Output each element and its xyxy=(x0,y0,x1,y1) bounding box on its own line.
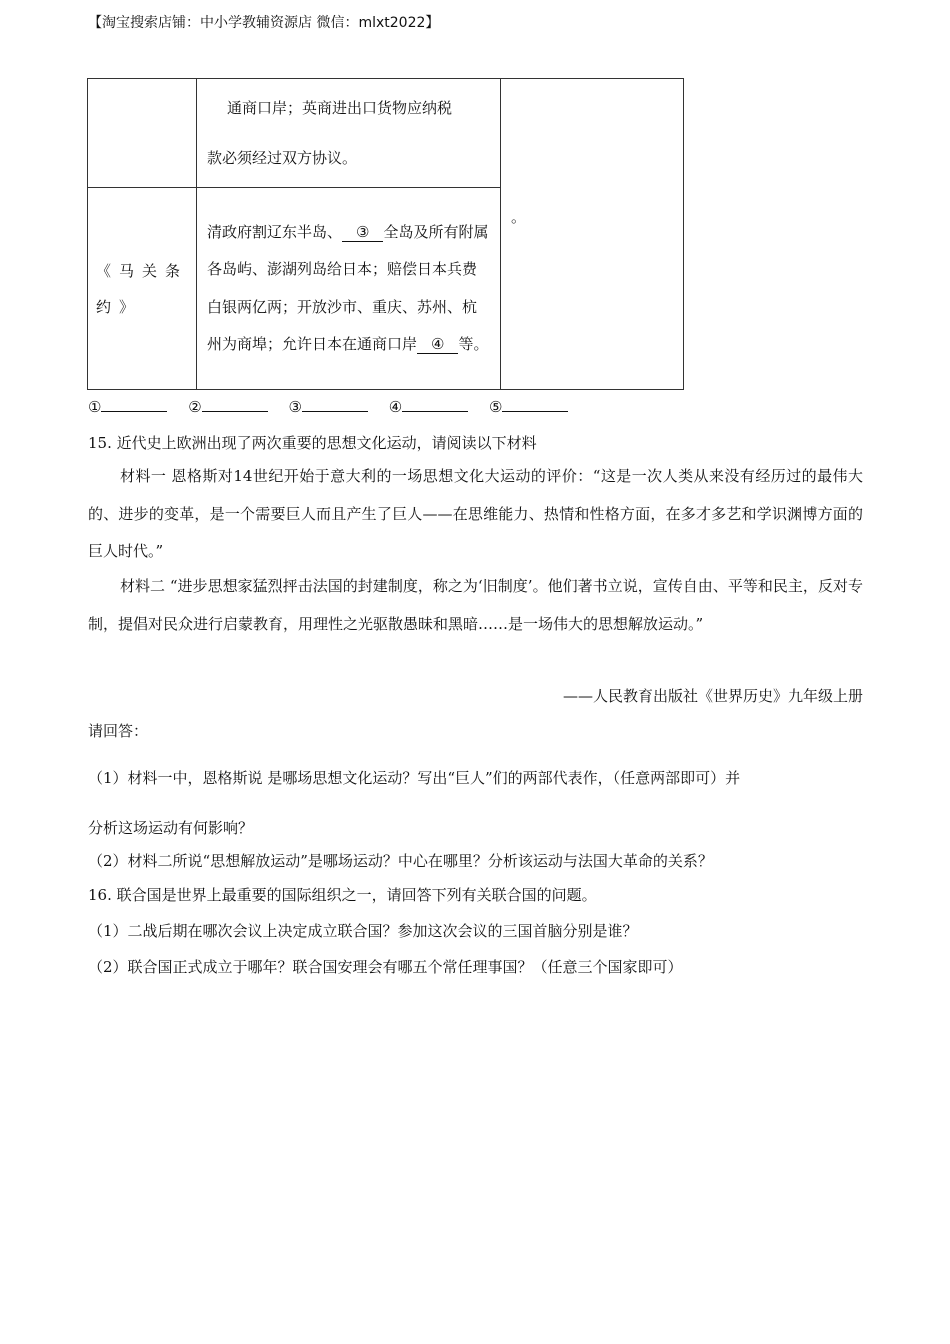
treaty-name: 《马关条约》 xyxy=(96,261,189,316)
q15-material-1: 材料一 恩格斯对14世纪开始于意大利的一场思想文化大运动的评价：“这是一次人类从来没有经历过的最伟大的、进步的变革，是一个需要巨人而且产生了巨人——在思维能力、热情和性格方面，在多才多艺和学识渊博方面的巨人时代。” xyxy=(88,467,863,560)
page-header: 【淘宝搜索店铺：中小学教辅资源店 微信：mlxt2022】 xyxy=(88,15,440,31)
q15-sub2: （2）材料二所说“思想解放运动”是哪场运动？中心在哪里？分析该运动与法国大革命的关系？ xyxy=(88,852,713,870)
content-line: 通商口岸；英商进出口货物应纳税 xyxy=(227,99,453,117)
q15-prompt: 请回答： xyxy=(88,722,149,740)
answer-blank-2[interactable]: ② xyxy=(188,398,267,416)
table-row xyxy=(88,79,684,188)
q15-title: 15. 近代史上欧洲出现了两次重要的思想文化运动，请阅读以下材料 xyxy=(88,434,537,452)
treaty-content: 清政府割辽东半岛、 ③ 全岛及所有附属各岛屿、澎湖列岛给日本；赔偿日本兵费白银两亿两；开放沙市、重庆、苏州、杭州为商埠；允许日本在通商口岸 ④ 等。 xyxy=(207,222,489,353)
q16-sub1: （1）二战后期在哪次会议上决定成立联合国？参加这次会议的三国首脑分别是谁？ xyxy=(88,922,638,940)
blank-4: ④ xyxy=(417,335,458,354)
q15-sub1-line1: （1）材料一中，恩格斯说 是哪场思想文化运动？写出“巨人”们的两部代表作，（任意两部即可）并 xyxy=(88,769,741,787)
q16-sub2: （2）联合国正式成立于哪年？联合国安理会有哪五个常任理事国？（任意三个国家即可） xyxy=(88,958,683,976)
content-line: 款必须经过双方协议。 xyxy=(207,149,358,167)
answer-blank-5[interactable]: ⑤ xyxy=(489,398,568,416)
q16-title: 16. 联合国是世界上最重要的国际组织之一，请回答下列有关联合国的问题。 xyxy=(88,886,597,904)
treaty-content-cell xyxy=(197,79,501,188)
q15-source: ——人民教育出版社《世界历史》九年级上册 xyxy=(562,687,863,705)
answer-blank-4[interactable]: ④ xyxy=(389,398,468,416)
answer-blank-1[interactable]: ① xyxy=(88,398,167,416)
q15-material-2: 材料二 “进步思想家猛烈抨击法国的封建制度，称之为‘旧制度’。他们著书立说，宣传自由、平等和民主，反对专制，提倡对民众进行启蒙教育，用理性之光驱散愚昧和黑暗……是一场伟大的思想解放运动。” xyxy=(88,577,863,633)
blank-3: ③ xyxy=(342,223,383,242)
treaty-name-cell xyxy=(88,79,197,188)
treaty-content-cell xyxy=(197,188,501,390)
treaty-name-cell xyxy=(88,188,197,390)
q15-sub1-line2: 分析这场运动有何影响？ xyxy=(88,819,254,837)
result-cell: 。 xyxy=(501,79,684,390)
answer-blank-3[interactable]: ③ xyxy=(288,398,367,416)
treaty-table xyxy=(87,78,684,390)
answer-blanks xyxy=(88,398,584,416)
